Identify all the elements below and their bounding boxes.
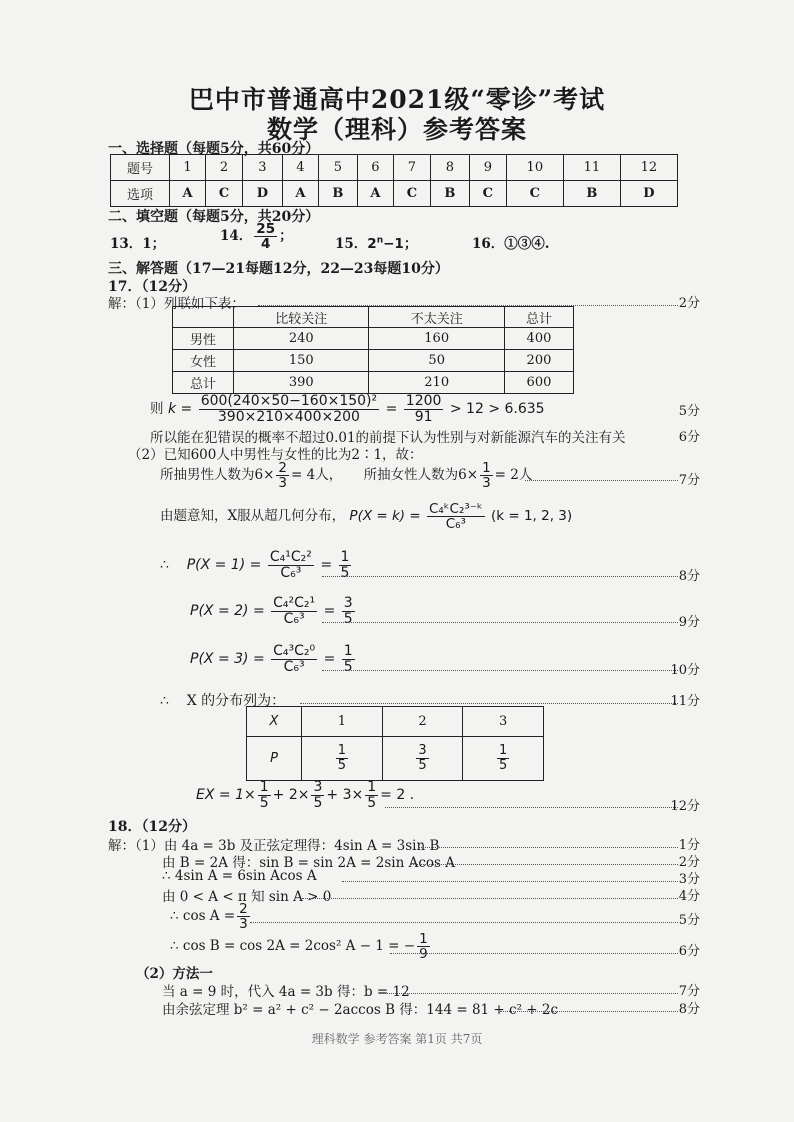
- p3-lhs: P(X = 3) =: [190, 651, 265, 668]
- contingency-header: [173, 307, 234, 328]
- dist-p-label: P: [247, 737, 302, 781]
- p1-lhs: P(X = 1) =: [186, 557, 262, 574]
- female-prefix: 所抽女性人数为6×: [363, 467, 479, 484]
- q17-conclusion: 所以能在犯错误的概率不超过0.01的前提下认为性别与对新能源汽车的关注有关: [150, 430, 626, 446]
- fill-q15-tail: −1；: [383, 236, 418, 252]
- contingency-table: [172, 306, 574, 394]
- choice-answer-row: [111, 181, 678, 207]
- k-fraction: [199, 394, 379, 424]
- score: 4分: [678, 889, 700, 904]
- choice-table: [110, 154, 678, 207]
- title-line-2: 数学（理科）参考答案: [266, 115, 527, 144]
- choice-number: 3: [242, 155, 282, 181]
- p3-line: P(X = 3) = $\frac{\text{C₄³C₂⁰}}{\text{C₆³}}$ = $\frac{1}{5}$: [190, 643, 353, 675]
- fraction-numerator: 3: [418, 743, 427, 759]
- female-fraction: [480, 461, 493, 490]
- leader-dots: [322, 622, 678, 623]
- p1-line: ∴ P(X = 1) = $\frac{\text{C₄¹C₂²}}{\text{C₆³}}$ = $\frac{1}{5}$: [160, 549, 350, 581]
- choice-answer: B: [563, 181, 620, 207]
- male-count: [160, 461, 532, 490]
- table-row: [173, 328, 574, 350]
- score: 3分: [678, 872, 700, 887]
- score: 11分: [670, 694, 700, 709]
- fraction-numerator: 1: [499, 743, 508, 759]
- choice-number: 9: [469, 155, 506, 181]
- fraction-numerator: 1: [367, 779, 377, 795]
- score: 5分: [678, 404, 700, 419]
- fraction-numerator: C₄³C₂⁰: [273, 643, 316, 659]
- fraction-denominator: 5: [259, 794, 269, 811]
- table-cell: 210: [369, 372, 504, 394]
- ex-mid2: + 3×: [326, 787, 364, 804]
- table-row: [173, 372, 574, 394]
- q18-line5: [170, 902, 252, 931]
- fraction-numerator: 1: [482, 460, 491, 476]
- contingency-header: 总计: [504, 307, 573, 328]
- page-footer: 理科数学 参考答案 第1页 共7页: [311, 1032, 483, 1046]
- female-tail: = 2人: [494, 467, 533, 484]
- choice-number: 10: [506, 155, 563, 181]
- fraction-denominator: 5: [499, 758, 508, 773]
- distribution-text: X 的分布列为：: [186, 693, 286, 709]
- table-row: [173, 350, 574, 372]
- fraction-denominator: 5: [337, 758, 346, 773]
- table-cell: 240: [234, 328, 369, 350]
- score: 9分: [678, 615, 700, 630]
- fill-q13: 13．1；: [110, 236, 166, 252]
- choice-row1-label: 题号: [111, 155, 170, 181]
- q18-line3: ∴ 4sin A = 6sin Acos A: [162, 868, 317, 884]
- dist-p-fraction: [416, 744, 428, 772]
- choice-number: 7: [393, 155, 430, 181]
- dist-p-cell: [382, 737, 463, 781]
- fraction-numerator: 1: [337, 743, 346, 759]
- table-cell: 50: [369, 350, 504, 372]
- fraction-denominator: 3: [239, 916, 248, 933]
- leader-dots: [342, 881, 678, 882]
- choice-number: 5: [318, 155, 357, 181]
- table-cell: 600: [504, 372, 573, 394]
- table-cell: 390: [234, 372, 369, 394]
- hypergeometric-line: [160, 502, 572, 531]
- contingency-header: 不太关注: [369, 307, 504, 328]
- fraction-numerator: 3: [313, 779, 323, 795]
- section-fill-heading: 二、填空题（每题5分，共20分）: [108, 209, 320, 225]
- choice-answer: D: [242, 181, 282, 207]
- fraction-numerator: 600(240×50−160×150)²: [200, 393, 378, 409]
- q18-part2-label: （2）方法一: [136, 966, 213, 982]
- fraction-numerator: 2: [278, 460, 287, 476]
- fraction-numerator: 2: [239, 901, 248, 917]
- fraction-numerator: 25: [256, 221, 276, 237]
- score: 12分: [670, 799, 700, 814]
- leader-dots: [410, 864, 678, 865]
- score: 7分: [678, 473, 700, 488]
- fraction-denominator: 3: [482, 475, 491, 492]
- choice-number: 6: [357, 155, 393, 181]
- q18-line2: 由 B = 2A 得：sin B = sin 2A = 2sin Acos A: [162, 855, 455, 871]
- fraction-numerator: C₄¹C₂²: [269, 549, 312, 565]
- expectation-line: [196, 780, 414, 810]
- score: 2分: [678, 296, 700, 311]
- leader-dots: [418, 847, 678, 848]
- k-prefix: 则: [150, 401, 164, 418]
- k-tail: > 12 > 6.635: [449, 401, 545, 418]
- ex-fraction-a: [258, 780, 271, 810]
- p2-fraction: [271, 596, 317, 626]
- table-cell: 400: [504, 328, 573, 350]
- leader-dots: [300, 703, 678, 704]
- choice-answer: C: [393, 181, 430, 207]
- choice-number: 8: [430, 155, 469, 181]
- q18-line6: [170, 932, 432, 961]
- dist-p-cell: [463, 737, 544, 781]
- table-cell: 200: [504, 350, 573, 372]
- p3-fraction: [271, 644, 317, 674]
- fraction-denominator: 91: [414, 408, 433, 425]
- leader-dots: [322, 576, 678, 577]
- choice-number-row: [111, 155, 678, 181]
- score: 8分: [678, 1002, 700, 1017]
- fill-q14-prefix: 14．: [220, 228, 253, 245]
- fraction-numerator: 1200: [405, 393, 442, 409]
- score: 6分: [678, 944, 700, 959]
- q18-l6-prefix: ∴ cos B = cos 2A = 2cos² A − 1 = −: [170, 938, 416, 955]
- fraction-numerator: C₄²C₂¹: [273, 595, 316, 611]
- fill-q15-base: 2: [367, 236, 377, 252]
- leader-dots: [390, 953, 678, 954]
- leader-dots: [500, 1011, 678, 1012]
- contingency-header: 比较关注: [234, 307, 369, 328]
- title-line-1: 巴中市普通高中2021级“零诊”考试: [188, 85, 606, 114]
- fraction-denominator: C₆³: [283, 610, 305, 627]
- ex-fraction-b: [311, 780, 324, 810]
- p2-line: P(X = 2) = $\frac{\text{C₄²C₂¹}}{\text{C₆³}}$ = $\frac{3}{5}$: [190, 595, 353, 627]
- q18-line8: 由余弦定理 b² = a² + c² − 2accos B 得：144 = 81 + c² + 2c: [162, 1002, 559, 1018]
- ex-mid1: + 2×: [272, 787, 310, 804]
- hyper-fraction: [427, 502, 485, 531]
- dist-p-fraction: [497, 744, 509, 772]
- fill-q14: [220, 222, 293, 251]
- hyper-lhs: P(X = k) =: [349, 508, 421, 525]
- leader-dots: [302, 898, 678, 899]
- choice-number: 4: [282, 155, 318, 181]
- q17-part1: 解：（1）列联如下表：: [108, 296, 245, 312]
- ex-fraction-c: [365, 780, 378, 810]
- score: 10分: [670, 663, 700, 678]
- fill-q15: [335, 232, 417, 252]
- fraction-denominator: 5: [343, 610, 353, 627]
- fill-q14-fraction: [254, 222, 277, 251]
- choice-answer: C: [469, 181, 506, 207]
- fill-q16: 16．①③④.: [472, 236, 550, 252]
- q18-l5-prefix: ∴ cos A =: [170, 908, 236, 925]
- male-tail: = 4人，: [291, 467, 343, 484]
- fraction-denominator: 9: [419, 946, 428, 963]
- choice-answer: B: [430, 181, 469, 207]
- fraction-denominator: 390×210×400×200: [217, 408, 360, 425]
- choice-number: 2: [206, 155, 243, 181]
- therefore-symbol: ∴: [160, 693, 169, 709]
- fraction-denominator: 5: [340, 564, 350, 581]
- choice-answer: A: [282, 181, 318, 207]
- section-choice-heading: 一、选择题（每题5分，共60分）: [108, 141, 320, 157]
- fill-q15-label: 15．: [335, 236, 368, 252]
- fraction-denominator: 4: [260, 236, 271, 253]
- choice-answer: A: [170, 181, 206, 207]
- leader-dots: [525, 480, 678, 481]
- k-var: k: [167, 401, 177, 418]
- q18-line4: 由 0 < A < π 知 sin A > 0: [162, 889, 332, 905]
- ex-text: EX = 1×: [196, 787, 256, 804]
- fill-q15-exp: n: [376, 235, 384, 246]
- leader-dots: [322, 670, 678, 671]
- choice-answer: C: [506, 181, 563, 207]
- score: 1分: [678, 838, 700, 853]
- ex-tail: = 2 .: [380, 787, 415, 804]
- score: 8分: [678, 569, 700, 584]
- fraction-denominator: 3: [278, 475, 287, 492]
- dist-x-value: 2: [382, 707, 463, 737]
- choice-number: 1: [170, 155, 206, 181]
- fraction-numerator: 1: [419, 931, 428, 947]
- choice-answer: D: [620, 181, 677, 207]
- table-cell: 160: [369, 328, 504, 350]
- q17-header: 17．（12分）: [108, 279, 196, 295]
- table-cell: 女性: [173, 350, 234, 372]
- q17-part2: （2）已知600人中男性与女性的比为2∶1，故：: [128, 447, 423, 463]
- fraction-numerator: 1: [259, 779, 269, 795]
- score: 6分: [678, 430, 700, 445]
- p2-lhs: P(X = 2) =: [190, 603, 265, 620]
- q18-l5-fraction: [237, 902, 250, 931]
- fill-q14-suffix: ；: [279, 228, 293, 245]
- table-cell: 男性: [173, 328, 234, 350]
- section-solve-heading: 三、解答题（17—21每题12分，22—23每题10分）: [108, 261, 449, 277]
- fraction-denominator: C₆³: [445, 516, 466, 533]
- contingency-header-row: [173, 307, 574, 328]
- distribution-x-row: [247, 707, 544, 737]
- choice-number: 11: [563, 155, 620, 181]
- choice-answer: C: [206, 181, 243, 207]
- score: 7分: [678, 984, 700, 999]
- fraction-numerator: 3: [343, 595, 353, 611]
- distribution-p-row: [247, 737, 544, 781]
- p1-fraction: [268, 550, 314, 580]
- dist-x-value: 3: [463, 707, 544, 737]
- dist-p-cell: [302, 737, 383, 781]
- dist-x-label: X: [247, 707, 302, 737]
- q18-l6-fraction: [417, 932, 430, 961]
- fraction-denominator: C₆³: [283, 658, 305, 675]
- male-prefix: 所抽男性人数为6×: [160, 467, 275, 484]
- k-formula: 则 k = $\frac{\text{600(240×50−160×150)²}}{390\times 210\times 400\times 200}$ = $\frac{1200}{91}$ > 12 > 6.635: [150, 393, 545, 425]
- male-fraction: [276, 461, 289, 490]
- fraction-numerator: 1: [343, 643, 353, 659]
- dist-p-fraction: [336, 744, 348, 772]
- score: 5分: [678, 913, 700, 928]
- distribution-table: [246, 706, 544, 781]
- fraction-numerator: 1: [340, 549, 350, 565]
- k-mid-fraction: [404, 394, 444, 424]
- leader-dots: [385, 807, 678, 808]
- q18-line7: 当 a = 9 时，代入 4a = 3b 得：b = 12: [162, 984, 410, 1000]
- choice-number: 12: [620, 155, 677, 181]
- leader-dots: [250, 922, 678, 923]
- therefore-symbol: ∴: [160, 557, 169, 574]
- fraction-denominator: 5: [313, 794, 323, 811]
- leader-dots: [380, 993, 678, 994]
- fraction-denominator: 5: [367, 794, 377, 811]
- q18-header: 18．（12分）: [108, 819, 196, 835]
- q18-line1: 解：（1）由 4a = 3b 及正弦定理得：4sin A = 3sin B: [108, 838, 440, 854]
- table-cell: 150: [234, 350, 369, 372]
- fraction-numerator: C₄ᵏC₂³⁻ᵏ: [428, 501, 483, 517]
- table-cell: 总计: [173, 372, 234, 394]
- score: 2分: [678, 855, 700, 870]
- fraction-denominator: C₆³: [280, 564, 302, 581]
- choice-answer: A: [357, 181, 393, 207]
- choice-answer: B: [318, 181, 357, 207]
- hyper-text: 由题意知，X服从超几何分布，: [160, 508, 346, 525]
- fraction-denominator: 5: [418, 758, 427, 773]
- dist-x-value: 1: [302, 707, 383, 737]
- hyper-range: (k = 1, 2, 3): [490, 508, 573, 525]
- choice-row2-label: 选项: [111, 181, 170, 207]
- fraction-denominator: 5: [343, 658, 353, 675]
